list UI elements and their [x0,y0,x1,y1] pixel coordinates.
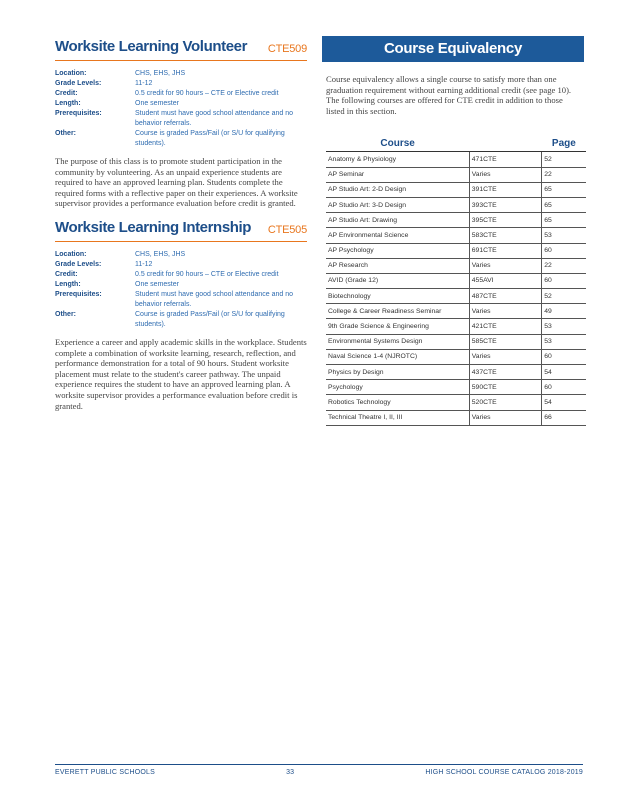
course-block-internship [55,219,307,411]
info-label: Other: [55,130,76,137]
page-cell: 60 [542,349,586,364]
page-cell: 65 [542,213,586,228]
info-label: Grade Levels: [55,80,102,87]
course-description: Experience a career and apply academic skills in the workplace. Students complete a combination of worksite learning, research, reflection, and performance demonstration for a total of 90 hours. Student worksite placement must relate to the student's career pathway. The unpaid experience requires the student to have an approved learning plan. A worksite supervisor provides a performance evaluation before credit is granted. [55,336,307,411]
info-label: Length: [55,280,81,288]
equivalency-table [326,138,586,425]
right-column [322,36,584,426]
footer-catalog: HIGH SCHOOL COURSE CATALOG 2018-2019 [425,769,583,776]
table-row [326,197,586,212]
info-label: Length: [55,100,81,107]
course-code-cell: Varies [469,258,541,273]
section-banner: Course Equivalency [322,36,584,62]
page-cell: 52 [542,152,586,167]
info-label: Grade Levels: [55,260,102,268]
info-value: 0.5 credit for 90 hours – CTE or Elective credit [135,90,279,97]
info-value: CHS, EHS, JHS [135,70,186,77]
course-title: Worksite Learning Internship [55,218,252,236]
table-row [326,167,586,182]
table-row [326,410,586,425]
course-code: CTE509 [267,43,307,55]
page-cell: 65 [542,197,586,212]
table-row [326,243,586,258]
course-code-cell: 455AVI [469,273,541,288]
info-value: 11-12 [135,80,153,87]
page-cell: 60 [542,243,586,258]
course-code: CTE505 [267,223,307,236]
info-value: Course is graded Pass/Fail (or S/U for qualifying students). [135,310,285,328]
header-page: Page [542,138,586,152]
info-label: Prerequisites: [55,110,102,117]
course-name-cell: Physics by Design [326,365,469,380]
course-code-cell: 471CTE [469,152,541,167]
course-header [55,38,307,61]
course-code-cell: 393CTE [469,197,541,212]
course-code-cell: 437CTE [469,365,541,380]
course-name-cell: Robotics Technology [326,395,469,410]
course-name-cell: Technical Theatre I, II, III [326,410,469,425]
course-code-cell: 691CTE [469,243,541,258]
course-code-cell: 487CTE [469,289,541,304]
course-name-cell: AP Psychology [326,243,469,258]
page-footer [55,764,583,776]
course-name-cell: AP Research [326,258,469,273]
table-row [326,349,586,364]
course-name-cell: AP Studio Art: 3-D Design [326,197,469,212]
course-code-cell: Varies [469,349,541,364]
course-title: Worksite Learning Volunteer [55,38,248,55]
course-code-cell: Varies [469,410,541,425]
course-code-cell: Varies [469,304,541,319]
table-row [326,228,586,243]
page-cell: 54 [542,365,586,380]
course-code-cell: 585CTE [469,334,541,349]
info-value: Student must have good school attendance and no behavior referrals. [135,290,294,308]
course-code-cell: 391CTE [469,182,541,197]
info-value: Course is graded Pass/Fail (or S/U for qualifying students). [135,130,285,147]
course-code-cell: 421CTE [469,319,541,334]
table-row [326,273,586,288]
table-row [326,213,586,228]
info-value: 0.5 credit for 90 hours – CTE or Elective credit [135,270,279,278]
info-label: Prerequisites: [55,290,102,298]
header-course: Course [326,138,469,152]
table-row [326,182,586,197]
course-code-cell: 590CTE [469,380,541,395]
course-name-cell: AP Environmental Science [326,228,469,243]
info-label: Location: [55,70,87,77]
course-name-cell: AP Seminar [326,167,469,182]
info-label: Location: [55,250,87,258]
left-column [55,38,307,421]
course-code-cell: 520CTE [469,395,541,410]
info-value: Student must have good school attendance and no behavior referrals. [135,110,294,127]
page-cell: 60 [542,380,586,395]
info-label: Credit: [55,90,78,97]
course-header [55,219,307,242]
table-row [326,304,586,319]
course-code-cell: 395CTE [469,213,541,228]
page-cell: 54 [542,395,586,410]
page-cell: 53 [542,319,586,334]
page-number: 33 [286,769,295,776]
page-cell: 22 [542,167,586,182]
course-name-cell: AP Studio Art: Drawing [326,213,469,228]
course-name-cell: Psychology [326,380,469,395]
course-code-cell: 583CTE [469,228,541,243]
table-row [326,152,586,167]
course-name-cell: Environmental Systems Design [326,334,469,349]
course-name-cell: Anatomy & Physiology [326,152,469,167]
info-value: 11-12 [135,260,153,268]
table-row [326,365,586,380]
table-row [326,395,586,410]
page-cell: 52 [542,289,586,304]
footer-district: EVERETT PUBLIC SCHOOLS [55,769,155,776]
course-info [55,250,307,330]
course-name-cell: AVID (Grade 12) [326,273,469,288]
intro-paragraph: Course equivalency allows a single course to satisfy more than one graduation requirement without earning additional credit (see page 10). The following courses are offered for CTE credit in addition to those listed in this section. [326,74,572,116]
header-code [469,138,541,152]
table-header-row [326,138,586,152]
course-name-cell: College & Career Readiness Seminar [326,304,469,319]
course-name-cell: Biotechnology [326,289,469,304]
info-label: Credit: [55,270,78,278]
table-row [326,380,586,395]
course-name-cell: AP Studio Art: 2-D Design [326,182,469,197]
table-row [326,319,586,334]
table-row [326,334,586,349]
info-value: CHS, EHS, JHS [135,250,186,258]
page-cell: 65 [542,182,586,197]
info-label: Other: [55,310,76,318]
info-value: One semester [135,280,179,288]
page-cell: 53 [542,228,586,243]
course-block-volunteer [55,38,307,209]
page-cell: 66 [542,410,586,425]
table-row [326,258,586,273]
info-value: One semester [135,100,179,107]
table-body [326,152,586,425]
course-name-cell: 9th Grade Science & Engineering [326,319,469,334]
course-name-cell: Naval Science 1-4 (NJROTC) [326,349,469,364]
course-info [55,69,307,149]
page-cell: 60 [542,273,586,288]
page-cell: 53 [542,334,586,349]
page-cell: 22 [542,258,586,273]
course-description: The purpose of this class is to promote student participation in the community by volunteering. As an unpaid experience students are required to have an approved learning plan. Students complete the required forms with a reflective paper on their experiences. A worksite supervisor provides a performance evaluation before credit is granted. [55,156,298,209]
table-row [326,289,586,304]
page-cell: 49 [542,304,586,319]
course-code-cell: Varies [469,167,541,182]
